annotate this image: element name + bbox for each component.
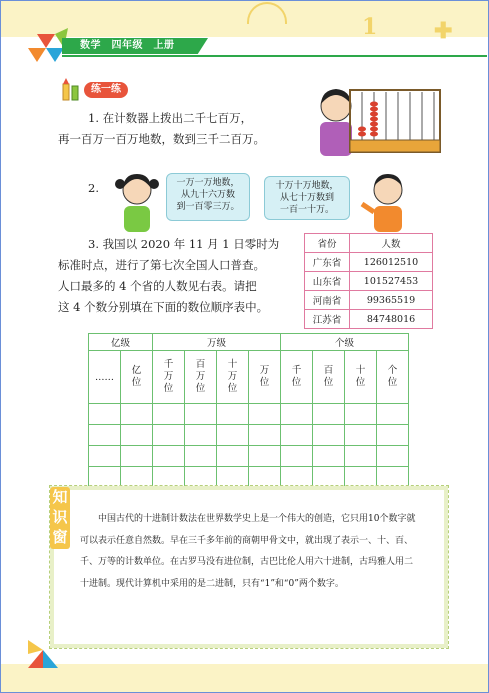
answer-cell[interactable]: [377, 404, 409, 425]
table-row: [305, 310, 433, 329]
answer-cell[interactable]: [345, 446, 377, 467]
boy-bubble-line-1: 十万十万地数，: [275, 181, 339, 191]
answer-cell[interactable]: [313, 446, 345, 467]
place-group-row: [89, 334, 409, 351]
answer-cell[interactable]: [345, 425, 377, 446]
answer-cell[interactable]: [153, 467, 185, 488]
answer-cell[interactable]: [281, 425, 313, 446]
answer-cell[interactable]: [377, 446, 409, 467]
girl-bubble-line-3: 到一百零三万。: [176, 202, 240, 212]
bottom-decoration-band: [1, 664, 488, 692]
boy-speech-bubble: [264, 176, 350, 220]
answer-cell[interactable]: [345, 404, 377, 425]
answer-row: [89, 467, 409, 488]
answer-cell[interactable]: [89, 425, 121, 446]
answer-cell[interactable]: [217, 404, 249, 425]
header-rule: [62, 55, 487, 57]
ellipsis-cell: ……: [89, 351, 121, 404]
question-1-line-2: 再一百万一百万地数，数到三千二百万。: [58, 132, 265, 146]
knowledge-window-label: 知识窗: [50, 487, 70, 549]
answer-cell[interactable]: [313, 425, 345, 446]
abacus-illustration: [300, 80, 445, 170]
answer-cell[interactable]: [249, 467, 281, 488]
answer-cell[interactable]: [121, 446, 153, 467]
doodle-plus-icon: ✚: [434, 18, 453, 44]
answer-cell[interactable]: [345, 467, 377, 488]
province-population-table: [304, 233, 433, 329]
answer-cell[interactable]: [185, 467, 217, 488]
column-shiwan: [217, 351, 249, 404]
boy-bubble-line-2: 从七十万数到: [279, 193, 334, 203]
answer-row: [89, 425, 409, 446]
answer-cell[interactable]: [281, 467, 313, 488]
province-header: 省份: [305, 234, 350, 253]
province-cell: 广东省: [305, 253, 350, 272]
population-cell: 99365519: [350, 291, 433, 310]
column-wan: [249, 351, 281, 404]
column-qianwan: [153, 351, 185, 404]
answer-row: [89, 446, 409, 467]
column-label: 千位: [291, 365, 302, 388]
girl-illustration: [112, 168, 162, 232]
answer-cell[interactable]: [217, 467, 249, 488]
answer-cell[interactable]: [121, 425, 153, 446]
population-header: 人数: [350, 234, 433, 253]
answer-cell[interactable]: [249, 446, 281, 467]
answer-cell[interactable]: [89, 446, 121, 467]
boy-illustration: [358, 168, 416, 232]
pencil-icon: [60, 76, 82, 102]
answer-cell[interactable]: [281, 446, 313, 467]
column-label: 千万位: [163, 359, 174, 394]
knowledge-window-text: 中国古代的十进制计数法在世界数学史上是一个伟大的创造，它只用10个数字就可以表示任意自然数。早在三千多年前的商朝甲骨文中，就出现了表示一、十、百、千、万等的计数单位。在古罗马没有进位制，古巴比伦人用六十进制，古玛雅人用二十进制。现代计算机中采用的是二进制，只有“1”和“0”两个数字。: [80, 514, 416, 589]
table-row: [305, 291, 433, 310]
question-1-line-1: 1. 在计数器上拨出二千七百万，: [88, 111, 253, 125]
group-wan: 万级: [153, 334, 281, 351]
population-cell: 84748016: [350, 310, 433, 329]
answer-cell[interactable]: [89, 404, 121, 425]
column-label: 十万位: [227, 359, 238, 394]
header-title: 数学 四年级 上册: [80, 40, 175, 51]
question-2-number: 2.: [88, 181, 99, 195]
column-baiwan: [185, 351, 217, 404]
answer-cell[interactable]: [121, 467, 153, 488]
population-cell: 101527453: [350, 272, 433, 291]
answer-row: [89, 404, 409, 425]
province-cell: 山东省: [305, 272, 350, 291]
answer-cell[interactable]: [313, 467, 345, 488]
answer-cell[interactable]: [377, 467, 409, 488]
population-cell: 126012510: [350, 253, 433, 272]
answer-cell[interactable]: [89, 467, 121, 488]
answer-cell[interactable]: [153, 404, 185, 425]
column-label: 个位: [387, 365, 398, 388]
group-ge: 个级: [281, 334, 409, 351]
answer-cell[interactable]: [153, 425, 185, 446]
question-3-line-3: 人口最多的 4 个省的人数见右表。请把: [58, 279, 257, 293]
answer-cell[interactable]: [377, 425, 409, 446]
column-shi: [345, 351, 377, 404]
doodle-one-icon: 1: [362, 14, 378, 40]
column-label: 百万位: [195, 359, 206, 394]
girl-speech-bubble: [166, 173, 250, 221]
answer-cell[interactable]: [121, 404, 153, 425]
answer-cell[interactable]: [185, 425, 217, 446]
place-name-row: [89, 351, 409, 404]
question-3-line-1: 3. 我国以 2020 年 11 月 1 日零时为: [88, 237, 280, 251]
boy-bubble-line-3: 一百一十万。: [279, 205, 334, 215]
column-ge: [377, 351, 409, 404]
answer-cell[interactable]: [249, 425, 281, 446]
girl-bubble-line-2: 从九十六万数: [180, 190, 235, 200]
answer-cell[interactable]: [185, 404, 217, 425]
column-bai: [313, 351, 345, 404]
group-yi: 亿级: [89, 334, 153, 351]
column-label: 万位: [259, 365, 270, 388]
practice-badge: 练一练: [84, 82, 128, 98]
top-decoration-band: [1, 1, 488, 37]
answer-cell[interactable]: [281, 404, 313, 425]
answer-cell[interactable]: [313, 404, 345, 425]
girl-bubble-line-1: 一万一万地数，: [176, 178, 240, 188]
answer-cell[interactable]: [217, 446, 249, 467]
table-row: [305, 272, 433, 291]
place-value-table: [88, 333, 409, 488]
answer-cell[interactable]: [185, 446, 217, 467]
question-3-line-2: 标准时点，进行了第七次全国人口普查。: [58, 258, 265, 272]
province-table-header-row: [305, 234, 433, 253]
column-label: 百位: [323, 365, 334, 388]
answer-cell[interactable]: [249, 404, 281, 425]
column-qian: [281, 351, 313, 404]
column-label: 十位: [355, 365, 366, 388]
table-row: [305, 253, 433, 272]
province-cell: 河南省: [305, 291, 350, 310]
answer-cell[interactable]: [217, 425, 249, 446]
province-cell: 江苏省: [305, 310, 350, 329]
answer-cell[interactable]: [153, 446, 185, 467]
question-3-line-4: 这 4 个数分别填在下面的数位顺序表中。: [58, 300, 269, 314]
column-label: 亿位: [131, 365, 142, 388]
column-yi: [121, 351, 153, 404]
